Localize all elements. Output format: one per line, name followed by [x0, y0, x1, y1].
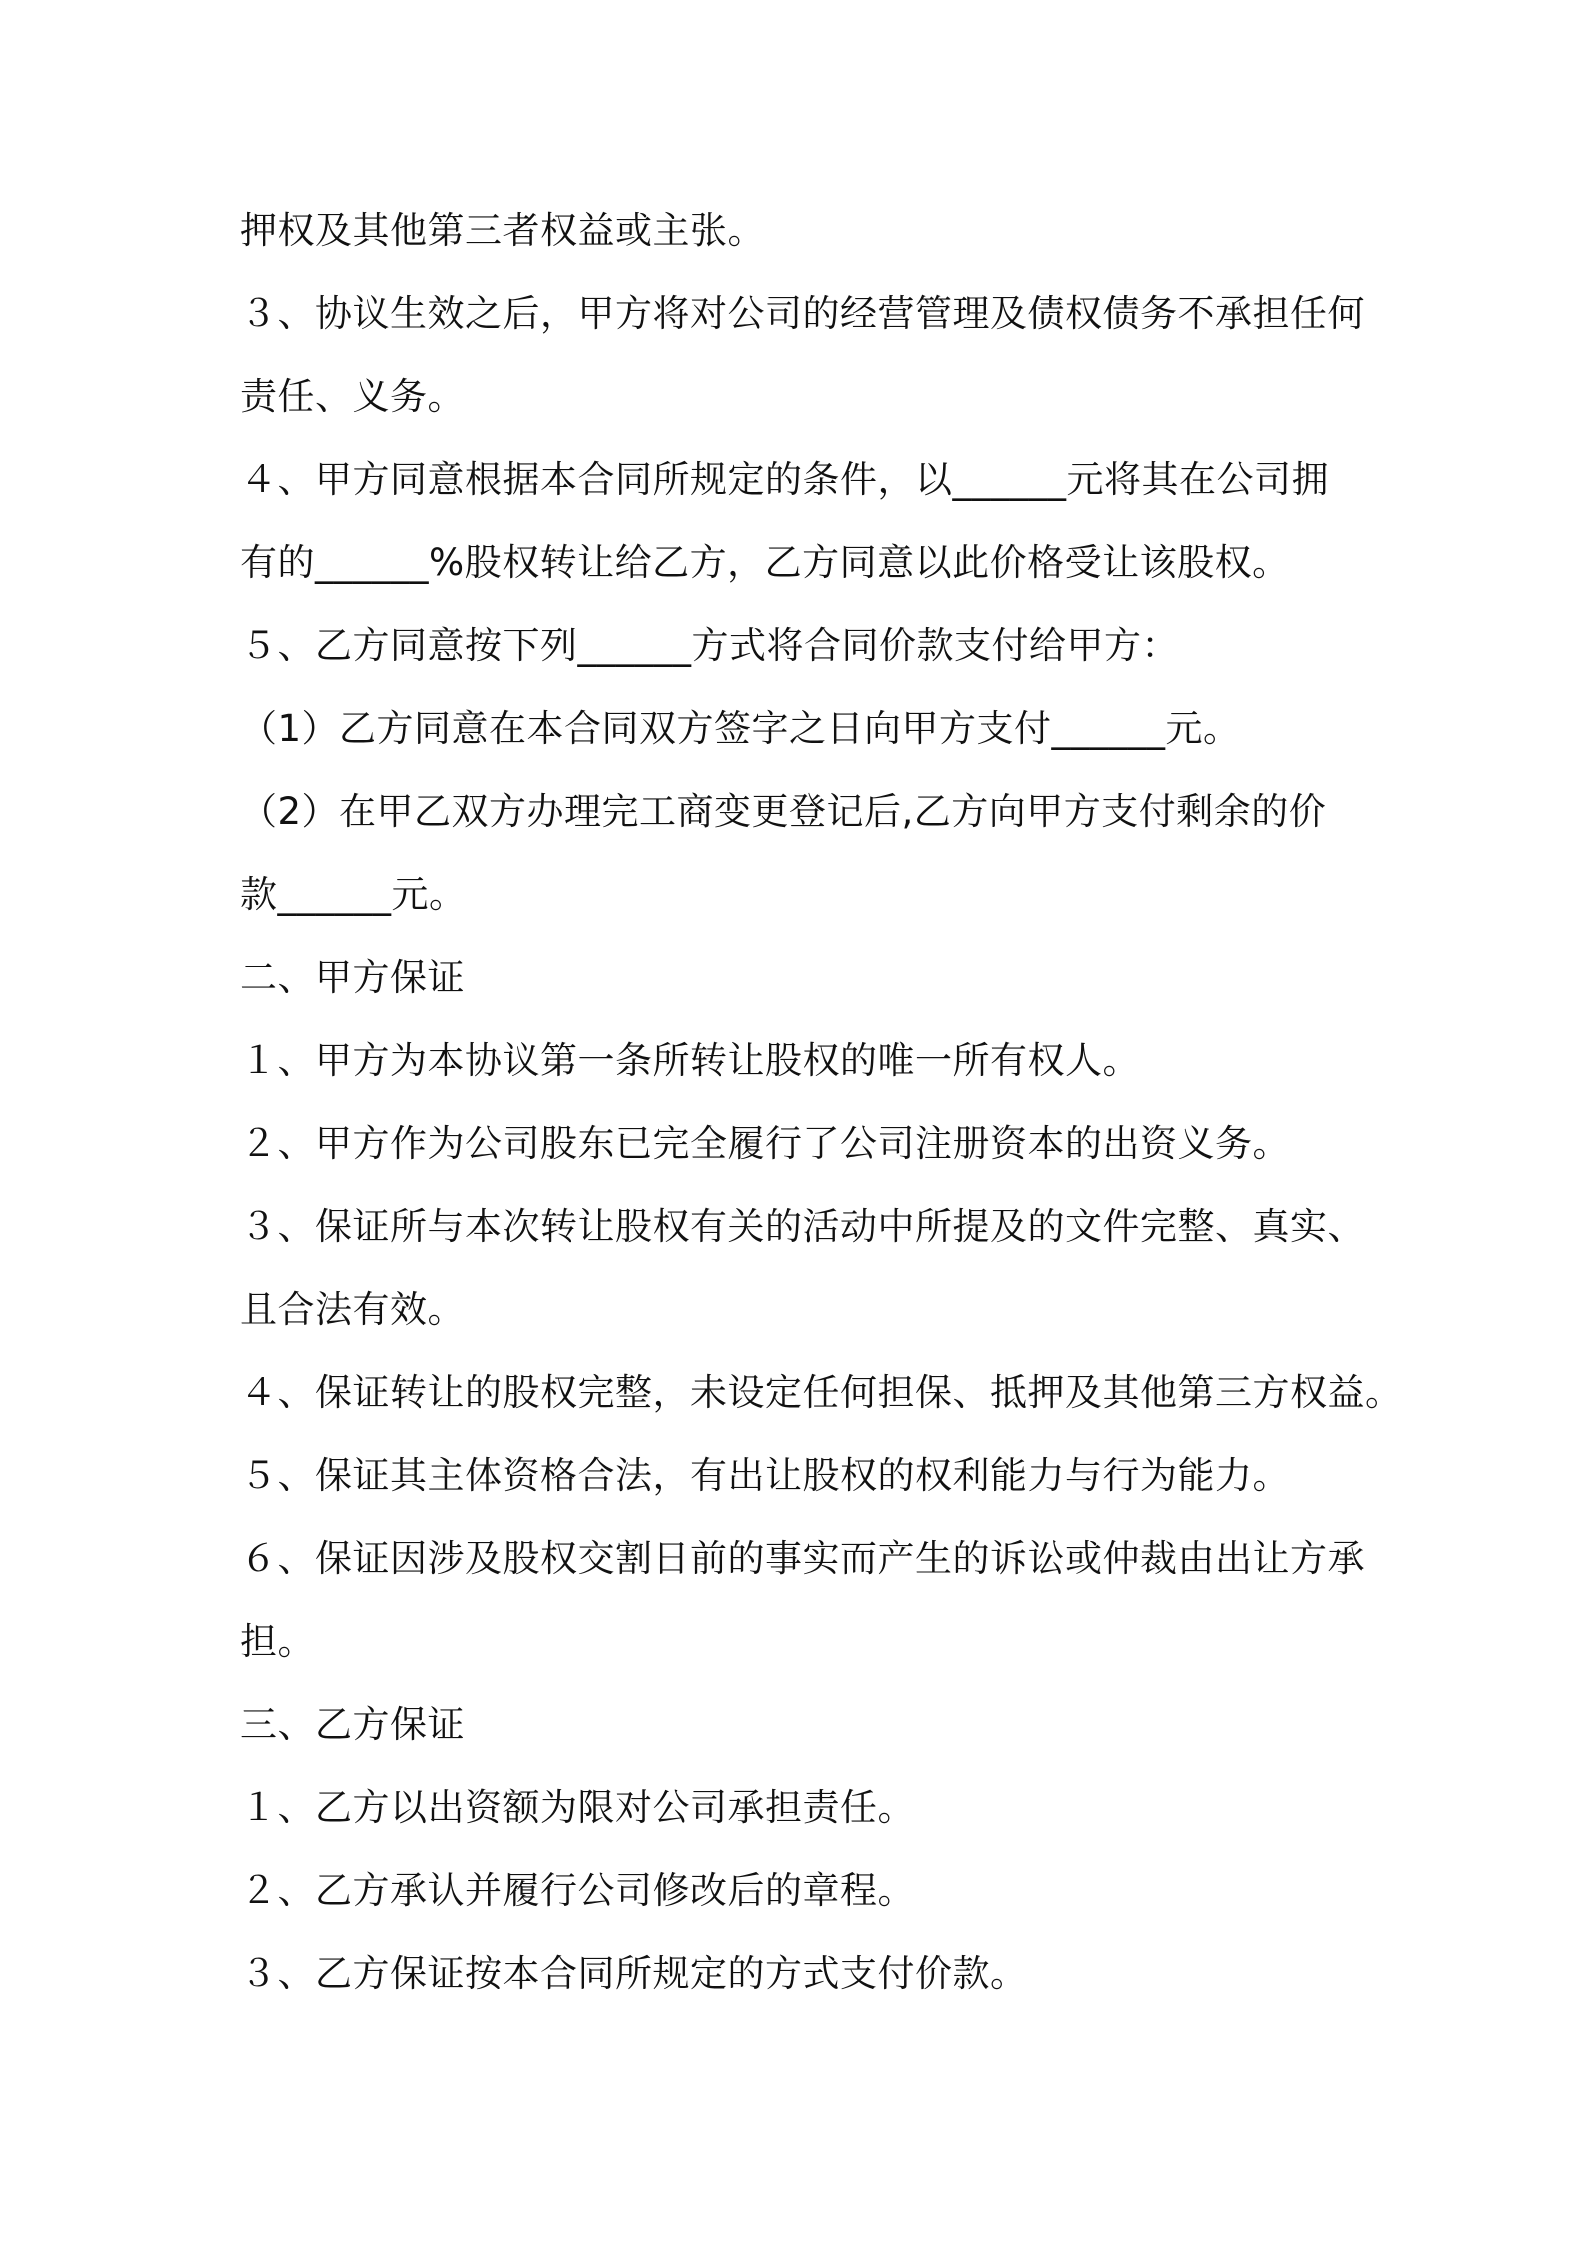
text-line: 押权及其他第三者权益或主张。: [240, 209, 765, 252]
text-line: ２、甲方作为公司股东已完全履行了公司注册资本的出资义务。: [240, 1122, 1290, 1165]
text-line: ４、保证转让的股权完整，未设定任何担保、抵押及其他第三方权益。: [240, 1371, 1403, 1414]
text-line: 且合法有效。: [240, 1288, 465, 1331]
text-line: ２、乙方承认并履行公司修改后的章程。: [240, 1869, 915, 1912]
text-line: １、甲方为本协议第一条所转让股权的唯一所有权人。: [240, 1039, 1140, 1082]
text-line: ３、协议生效之后，甲方将对公司的经营管理及债权债务不承担任何: [240, 292, 1365, 335]
text-line: （2）在甲乙双方办理完工商变更登记后,乙方向甲方支付剩余的价: [240, 790, 1327, 833]
text-line: ３、保证所与本次转让股权有关的活动中所提及的文件完整、真实、: [240, 1205, 1365, 1248]
text-line: ３、乙方保证按本合同所规定的方式支付价款。: [240, 1952, 1028, 1995]
text-line: ５、乙方同意按下列______方式将合同价款支付给甲方：: [240, 624, 1179, 667]
text-line: １、乙方以出资额为限对公司承担责任。: [240, 1786, 915, 1829]
text-line: ６、保证因涉及股权交割日前的事实而产生的诉讼或仲裁由出让方承: [240, 1537, 1365, 1580]
section-heading: 二、甲方保证: [240, 956, 465, 999]
text-line: ４、甲方同意根据本合同所规定的条件，以______元将其在公司拥: [240, 458, 1329, 501]
section-heading: 三、乙方保证: [240, 1703, 465, 1746]
text-line: 款______元。: [240, 873, 467, 916]
text-line: ５、保证其主体资格合法，有出让股权的权利能力与行为能力。: [240, 1454, 1290, 1497]
text-line: 有的______%股权转让给乙方，乙方同意以此价格受让该股权。: [240, 541, 1290, 584]
text-line: （1）乙方同意在本合同双方签字之日向甲方支付______元。: [240, 707, 1241, 750]
text-line: 责任、义务。: [240, 375, 465, 418]
text-line: 担。: [240, 1620, 315, 1663]
